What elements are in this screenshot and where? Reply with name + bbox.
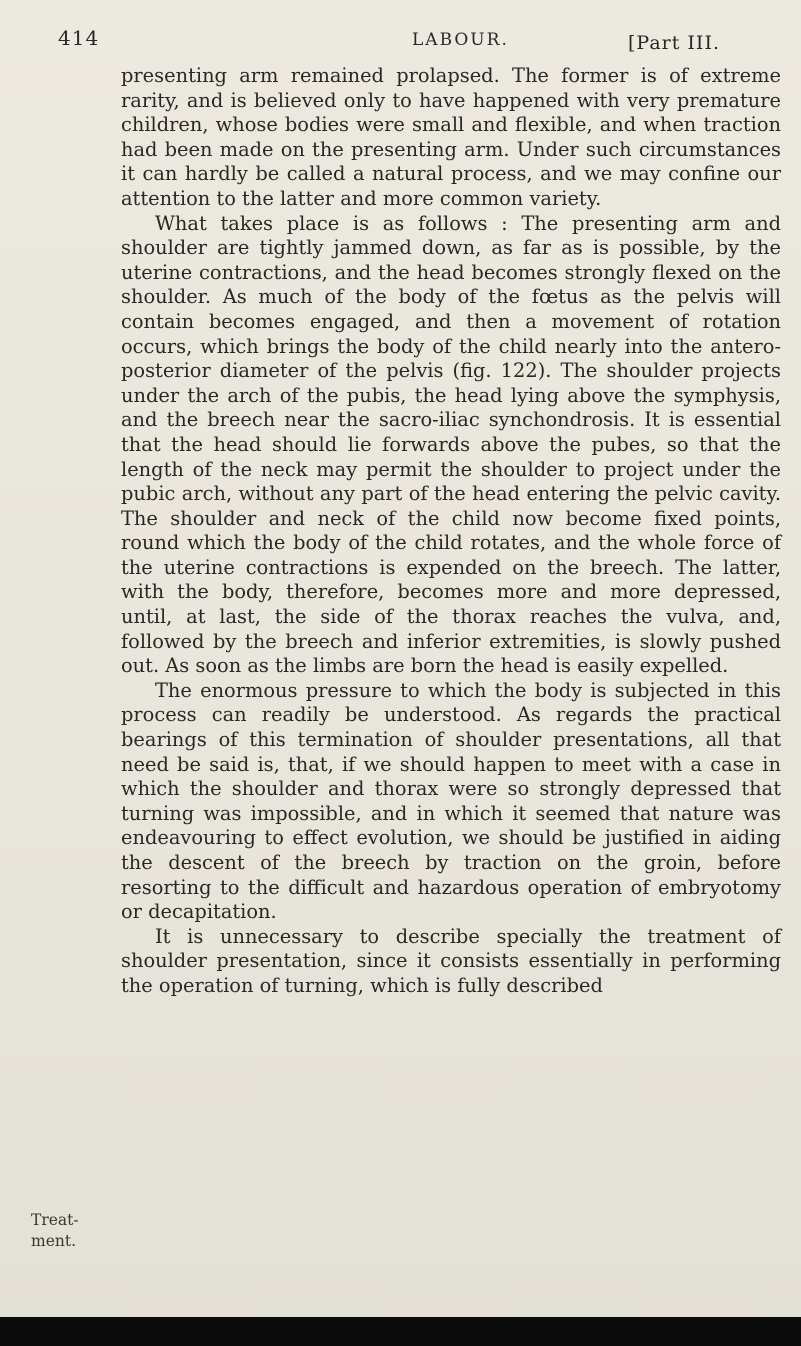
section-title: LABOUR. (412, 30, 509, 50)
page-number: 414 (58, 26, 100, 50)
part-label: [Part III. (628, 32, 720, 54)
body-text (121, 64, 781, 999)
margin-note-treatment (31, 1210, 101, 1252)
paragraph: What takes place is as follows : The presenting arm and shoulder are tightly jammed down, as far as is possible, by the uterine contractions, and the head becomes strongly flexed on the shoulder. As much of the body of the fœtus as the pelvis will contain becomes engaged, and then a movement of rotation occurs, which brings the body of the child nearly into the antero-posterior diameter of the pelvis (fig. 122). The shoulder projects under the arch of the pubis, the head lying above the symphysis, and the breech near the sacro-iliac synchondrosis. It is essential that the head should lie forwards above the pubes, so that the length of the neck may permit the shoulder to project under the pubic arch, without any part of the head entering the pelvic cavity. The shoulder and neck of the child now become fixed points, round which the body of the child rotates, and the whole force of the uterine contractions is expended on the breech. The latter, with the body, therefore, becomes more and more depressed, until, at last, the side of the thorax reaches the vulva, and, followed by the breech and inferior extremities, is slowly pushed out. As soon as the limbs are born the head is easily expelled. (121, 211, 781, 678)
paragraph: The enormous pressure to which the body is subjected in this process can readily be understood. As regards the practical bearings of this termination of shoulder presentations, all that need be said is, that, if we should happen to meet with a case in which the shoulder and thorax were so strongly depressed that turning was impossible, and in which it seemed that nature was endeavouring to effect evolution, we should be justified in aiding the descent of the breech by traction on the groin, before resorting to the difficult and hazardous operation of embryotomy or decapitation. (121, 678, 781, 924)
paragraph: It is unnecessary to describe specially the treatment of shoulder presentation, since it consists essentially in performing the operation of turning, which is fully described (121, 924, 781, 997)
running-head (0, 22, 801, 62)
margin-note-line: Treat- (31, 1211, 79, 1229)
scan-edge-bar (0, 1317, 801, 1346)
paragraph: presenting arm remained prolapsed. The former is of extreme rarity, and is believed only to have happened with very premature children, whose bodies were small and flexible, and when traction had been made on the presenting arm. Under such circumstances it can hardly be called a natural process, and we may confine our attention to the latter and more common variety. (121, 64, 781, 210)
margin-note-line: ment. (31, 1232, 77, 1250)
